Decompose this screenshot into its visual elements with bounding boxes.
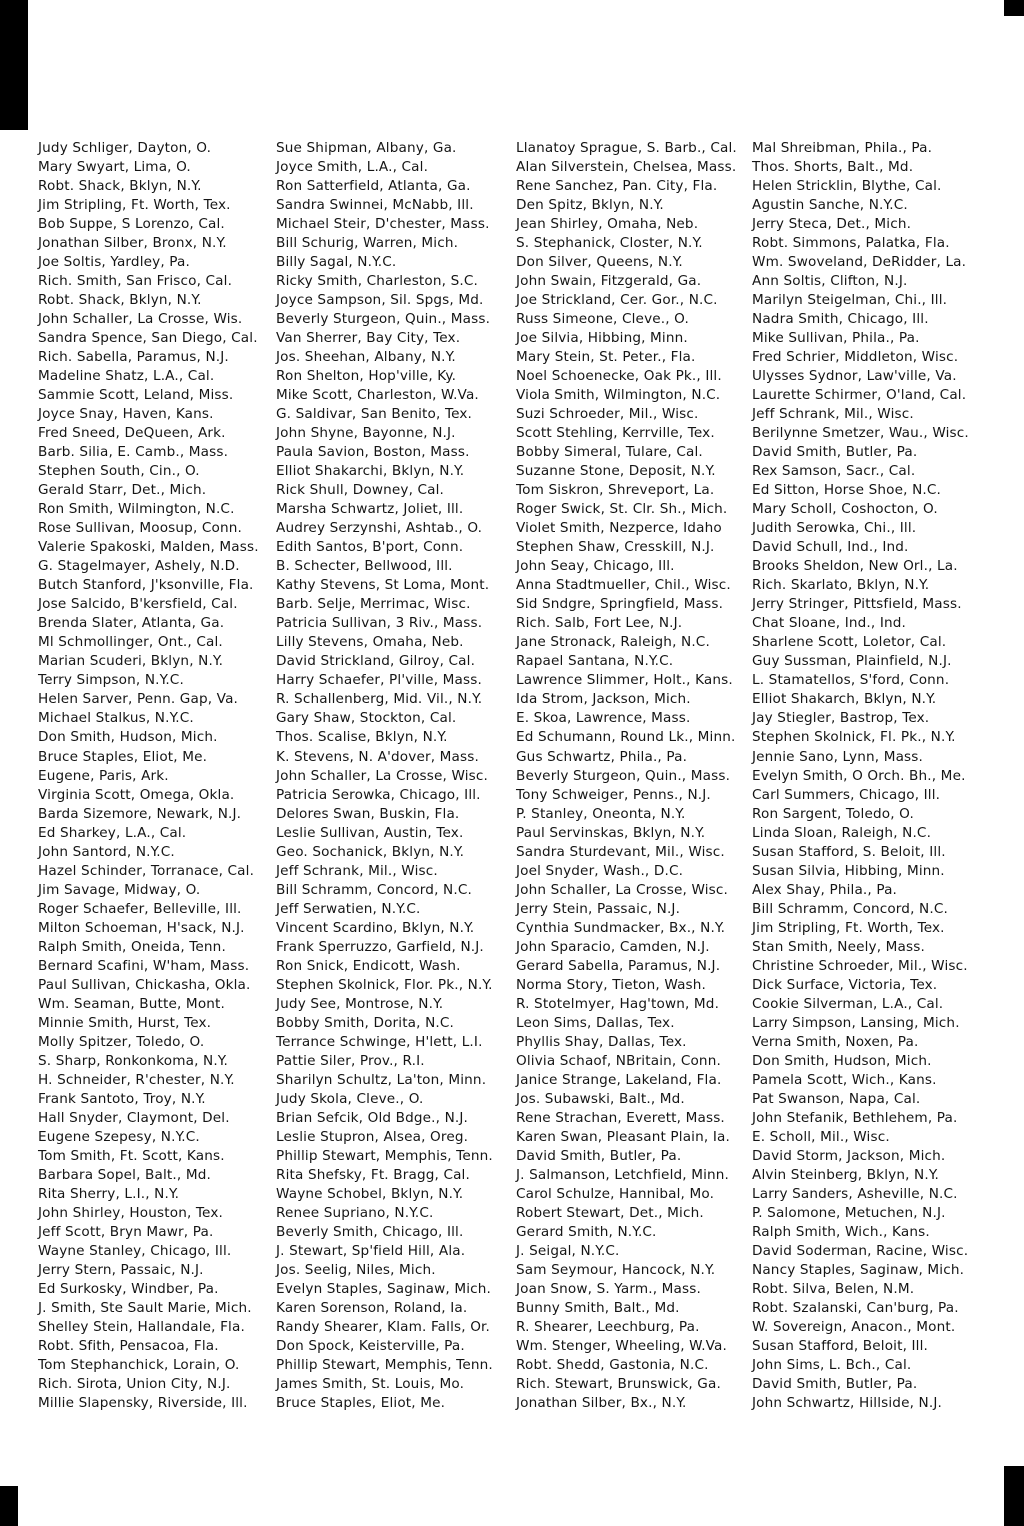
list-item: Anna Stadtmueller, Chil., Wisc. xyxy=(516,577,731,594)
list-item: H. Schneider, R'chester, N.Y. xyxy=(38,1071,235,1088)
list-item: Rita Sherry, L.I., N.Y. xyxy=(38,1185,180,1202)
list-item: John Shyne, Bayonne, N.J. xyxy=(276,425,456,442)
list-item: Kathy Stevens, St Loma, Mont. xyxy=(276,577,490,594)
list-item: Helen Sarver, Penn. Gap, Va. xyxy=(38,691,239,708)
list-item: Guy Sussman, Plainfield, N.J. xyxy=(752,653,952,670)
list-item: Robt. Shack, Bklyn, N.Y. xyxy=(38,178,202,195)
list-item: Rich. Stewart, Brunswick, Ga. xyxy=(516,1376,721,1393)
list-item: Frank Santoto, Troy, N.Y. xyxy=(38,1090,206,1107)
list-item: Phillip Stewart, Memphis, Tenn. xyxy=(276,1357,493,1373)
list-item: Don Smith, Hudson, Mich. xyxy=(38,729,218,746)
list-item: Randy Shearer, Klam. Falls, Or. xyxy=(276,1318,491,1335)
list-item: Christine Schroeder, Mil., Wisc. xyxy=(752,957,968,974)
list-item: Carol Schulze, Hannibal, Mo. xyxy=(516,1185,715,1202)
list-item: Karen Sorenson, Roland, Ia. xyxy=(276,1299,468,1316)
list-item: Ed Surkosky, Windber, Pa. xyxy=(38,1280,219,1297)
list-item: John Schaller, La Crosse, Wisc. xyxy=(516,881,729,898)
list-item: John Seay, Chicago, Ill. xyxy=(516,558,675,575)
list-item: Ron Shelton, Hop'ville, Ky. xyxy=(276,368,457,385)
list-item: Ed Schumann, Round Lk., Minn. xyxy=(516,729,736,746)
name-list-column xyxy=(752,139,969,1413)
list-item: Ann Soltis, Clifton, N.J. xyxy=(752,273,908,290)
list-item: Joyce Smith, L.A., Cal. xyxy=(276,159,429,176)
list-item: Mike Scott, Charleston, W.Va. xyxy=(276,387,479,404)
list-item: Leslie Sullivan, Austin, Tex. xyxy=(276,824,464,841)
list-item: Billy Sagal, N.Y.C. xyxy=(276,254,397,271)
list-item: Rich. Sabella, Paramus, N.J. xyxy=(38,349,229,366)
list-item: Joyce Sampson, Sil. Spgs, Md. xyxy=(276,292,484,309)
list-item: Robt. Szalanski, Can'burg, Pa. xyxy=(752,1299,959,1316)
list-item: Den Spitz, Bklyn, N.Y. xyxy=(516,197,664,214)
name-list-column xyxy=(38,139,259,1413)
list-item: Renee Supriano, N.Y.C. xyxy=(276,1204,434,1221)
list-item: Joe Soltis, Yardley, Pa. xyxy=(38,254,190,271)
list-item: Larry Sanders, Asheville, N.C. xyxy=(752,1185,958,1202)
list-item: Gerald Starr, Det., Mich. xyxy=(38,482,207,499)
list-item: Elliot Shakarch, Bklyn, N.Y. xyxy=(752,691,937,708)
list-item: Bobby Smith, Dorita, N.C. xyxy=(276,1014,455,1031)
list-item: Robt. Simmons, Palatka, Fla. xyxy=(752,235,950,252)
list-item: Elliot Shakarchi, Bklyn, N.Y. xyxy=(276,463,465,480)
list-item: Thos. Scalise, Bklyn, N.Y. xyxy=(276,729,448,746)
list-item: Eugene Szepesy, N.Y.C. xyxy=(38,1128,200,1145)
list-item: Bobby Simeral, Tulare, Cal. xyxy=(516,444,703,461)
list-item: Ron Sargent, Toledo, O. xyxy=(752,805,914,822)
list-item: Scott Stehling, Kerrville, Tex. xyxy=(516,425,715,442)
list-item: Patricia Serowka, Chicago, Ill. xyxy=(276,786,481,803)
list-item: Gerard Sabella, Paramus, N.J. xyxy=(516,957,721,974)
list-item: Vincent Scardino, Bklyn, N.Y. xyxy=(276,919,475,936)
list-item: Tom Siskron, Shreveport, La. xyxy=(516,482,715,499)
list-item: David Smith, Butler, Pa. xyxy=(752,444,918,461)
list-item: Eugene, Paris, Ark. xyxy=(38,767,169,784)
list-item: Bill Schramm, Concord, N.C. xyxy=(752,900,948,917)
list-item: Dick Surface, Victoria, Tex. xyxy=(752,976,938,993)
list-item: Minnie Smith, Hurst, Tex. xyxy=(38,1014,212,1031)
list-item: Alvin Steinberg, Bklyn, N.Y. xyxy=(752,1166,939,1183)
list-item: Jean Shirley, Omaha, Neb. xyxy=(516,216,699,233)
list-item: Barb. Silia, E. Camb., Mass. xyxy=(38,444,229,461)
list-item: Ralph Smith, Wich., Kans. xyxy=(752,1223,930,1240)
list-item: John Swain, Fitzgerald, Ga. xyxy=(516,273,702,290)
corner-shadow-bottom-left xyxy=(0,1486,18,1526)
list-item: Judith Serowka, Chi., Ill. xyxy=(752,520,917,537)
list-item: Barb. Selje, Merrimac, Wisc. xyxy=(276,596,471,613)
list-item: Madeline Shatz, L.A., Cal. xyxy=(38,368,215,385)
list-item: Jeff Serwatien, N.Y.C. xyxy=(276,900,421,917)
list-item: Mike Sullivan, Phila., Pa. xyxy=(752,330,920,347)
list-item: Hall Snyder, Claymont, Del. xyxy=(38,1109,230,1126)
list-item: Susan Silvia, Hibbing, Minn. xyxy=(752,862,945,879)
list-item: Jane Stronack, Raleigh, N.C. xyxy=(516,634,710,651)
list-item: Leslie Stupron, Alsea, Oreg. xyxy=(276,1128,469,1145)
list-item: Gus Schwartz, Phila., Pa. xyxy=(516,748,688,765)
list-item: S. Sharp, Ronkonkoma, N.Y. xyxy=(38,1052,228,1069)
list-item: Mary Swyart, Lima, O. xyxy=(38,159,191,176)
list-item: Michael Steir, D'chester, Mass. xyxy=(276,216,490,233)
list-item: Geo. Sochanick, Bklyn, N.Y. xyxy=(276,843,465,860)
list-item: Millie Slapensky, Riverside, Ill. xyxy=(38,1395,248,1412)
list-item: Jos. Sheehan, Albany, N.Y. xyxy=(276,349,456,366)
list-item: Helen Stricklin, Blythe, Cal. xyxy=(752,178,942,195)
list-item: Jerry Steca, Det., Mich. xyxy=(752,216,912,233)
list-item: Bill Schramm, Concord, N.C. xyxy=(276,881,472,898)
list-item: Valerie Spakoski, Malden, Mass. xyxy=(38,539,259,556)
list-item: Mary Scholl, Coshocton, O. xyxy=(752,501,938,518)
list-item: Ron Smith, Wilmington, N.C. xyxy=(38,501,235,518)
list-item: Terry Simpson, N.Y.C. xyxy=(38,672,184,689)
name-column-3 xyxy=(516,139,737,1413)
list-item: Joel Snyder, Wash., D.C. xyxy=(516,862,684,879)
list-item: Judy Skola, Cleve., O. xyxy=(276,1090,424,1107)
list-item: John Stefanik, Bethlehem, Pa. xyxy=(752,1109,958,1126)
list-item: Rita Shefsky, Ft. Bragg, Cal. xyxy=(276,1166,470,1183)
list-item: Molly Spitzer, Toledo, O. xyxy=(38,1033,205,1050)
list-item: Stephen South, Cin., O. xyxy=(38,463,200,480)
list-item: Gary Shaw, Stockton, Cal. xyxy=(276,710,457,727)
list-item: Leon Sims, Dallas, Tex. xyxy=(516,1014,675,1031)
list-item: Delores Swan, Buskin, Fla. xyxy=(276,805,460,822)
list-item: Butch Stanford, J'ksonville, Fla. xyxy=(38,577,254,594)
list-item: John Sims, L. Bch., Cal. xyxy=(752,1357,912,1373)
list-item: Don Silver, Queens, N.Y. xyxy=(516,254,683,271)
list-item: John Sparacio, Camden, N.J. xyxy=(516,938,710,955)
list-item: Rapael Santana, N.Y.C. xyxy=(516,653,674,670)
list-item: Cynthia Sundmacker, Bx., N.Y. xyxy=(516,919,726,936)
list-item: Robt. Sfith, Pensacoa, Fla. xyxy=(38,1337,219,1354)
list-item: J. Smith, Ste Sault Marie, Mich. xyxy=(38,1299,252,1316)
list-item: Jerry Stringer, Pittsfield, Mass. xyxy=(752,596,962,613)
list-item: John Santord, N.Y.C. xyxy=(38,843,175,860)
list-item: E. Scholl, Mil., Wisc. xyxy=(752,1128,890,1145)
list-item: Jonathan Silber, Bronx, N.Y. xyxy=(38,235,227,252)
list-item: Violet Smith, Nezperce, Idaho xyxy=(516,520,722,537)
list-item: Shelley Stein, Hallandale, Fla. xyxy=(38,1318,245,1335)
list-item: Rick Shull, Downey, Cal. xyxy=(276,482,445,499)
list-item: Paula Savion, Boston, Mass. xyxy=(276,444,470,461)
list-item: Fred Schrier, Middleton, Wisc. xyxy=(752,349,959,366)
list-item: Robt. Shack, Bklyn, N.Y. xyxy=(38,292,202,309)
list-item: Joe Strickland, Cer. Gor., N.C. xyxy=(516,292,718,309)
list-item: Jos. Subawski, Balt., Md. xyxy=(516,1090,685,1107)
list-item: Wayne Schobel, Bklyn, N.Y. xyxy=(276,1185,464,1202)
list-item: Sandra Spence, San Diego, Cal. xyxy=(38,330,258,347)
list-item: Beverly Sturgeon, Quin., Mass. xyxy=(276,311,491,328)
list-item: Roger Swick, St. Clr. Sh., Mich. xyxy=(516,501,728,518)
list-item: Paul Sullivan, Chickasha, Okla. xyxy=(38,976,251,993)
list-item: David Soderman, Racine, Wisc. xyxy=(752,1242,969,1259)
list-item: Pattie Siler, Prov., R.I. xyxy=(276,1052,425,1069)
list-item: Stan Smith, Neely, Mass. xyxy=(752,938,925,955)
list-item: Stephen Shaw, Cresskill, N.J. xyxy=(516,539,715,556)
list-item: P. Salomone, Metuchen, N.J. xyxy=(752,1204,946,1221)
list-item: Lilly Stevens, Omaha, Neb. xyxy=(276,634,464,651)
list-item: Ron Snick, Endicott, Wash. xyxy=(276,957,461,974)
list-item: Sandra Swinnei, McNabb, Ill. xyxy=(276,197,474,214)
list-item: Suzi Schroeder, Mil., Wisc. xyxy=(516,406,699,423)
name-list-column xyxy=(276,139,493,1413)
name-column-4 xyxy=(752,139,969,1413)
list-item: Stephen Skolnick, Fl. Pk., N.Y. xyxy=(752,729,956,746)
list-item: Joyce Snay, Haven, Kans. xyxy=(38,406,214,423)
list-item: Jerry Stern, Passaic, N.J. xyxy=(38,1261,204,1278)
list-item: Wm. Seaman, Butte, Mont. xyxy=(38,995,225,1012)
list-item: Don Spock, Keisterville, Pa. xyxy=(276,1337,465,1354)
list-item: Bob Suppe, S Lorenzo, Cal. xyxy=(38,216,225,233)
list-item: Sammie Scott, Leland, Miss. xyxy=(38,387,234,404)
list-item: Jose Salcido, B'kersfield, Cal. xyxy=(38,596,238,613)
list-item: Brian Sefcik, Old Bdge., N.J. xyxy=(276,1109,469,1126)
list-item: Alex Shay, Phila., Pa. xyxy=(752,881,898,898)
corner-shadow-top-right xyxy=(1004,0,1024,16)
list-item: Norma Story, Tieton, Wash. xyxy=(516,976,707,993)
list-item: Barbara Sopel, Balt., Md. xyxy=(38,1166,211,1183)
list-item: Rich. Smith, San Frisco, Cal. xyxy=(38,273,233,290)
list-item: Harry Schaefer, Pl'ville, Mass. xyxy=(276,672,482,689)
list-item: Mal Shreibman, Phila., Pa. xyxy=(752,140,933,156)
list-item: Sharlene Scott, Loletor, Cal. xyxy=(752,634,947,651)
list-item: Sandra Sturdevant, Mil., Wisc. xyxy=(516,843,725,860)
list-item: Sam Seymour, Hancock, N.Y. xyxy=(516,1261,716,1278)
list-item: John Schaller, La Crosse, Wisc. xyxy=(276,767,489,784)
list-item: Phillip Stewart, Memphis, Tenn. xyxy=(276,1147,493,1164)
list-item: Fred Sneed, DeQueen, Ark. xyxy=(38,425,226,442)
list-item: Tom Smith, Ft. Scott, Kans. xyxy=(38,1147,225,1164)
list-item: Lawrence Slimmer, Holt., Kans. xyxy=(516,672,733,689)
list-item: P. Stanley, Oneonta, N.Y. xyxy=(516,805,686,822)
list-item: Jonathan Silber, Bx., N.Y. xyxy=(516,1395,687,1412)
list-item: Robert Stewart, Det., Mich. xyxy=(516,1204,704,1221)
list-item: R. Shearer, Leechburg, Pa. xyxy=(516,1318,700,1335)
list-item: Laurette Schirmer, O'land, Cal. xyxy=(752,387,967,404)
list-item: Thos. Shorts, Balt., Md. xyxy=(752,159,914,176)
list-item: Marilyn Steigelman, Chi., Ill. xyxy=(752,292,948,309)
list-item: Pamela Scott, Wich., Kans. xyxy=(752,1071,937,1088)
list-item: Bernard Scafini, W'ham, Mass. xyxy=(38,957,250,974)
list-item: Joan Snow, S. Yarm., Mass. xyxy=(516,1280,701,1297)
list-item: Bruce Staples, Eliot, Me. xyxy=(276,1395,446,1412)
list-item: Brooks Sheldon, New Orl., La. xyxy=(752,558,958,575)
list-item: J. Stewart, Sp'field Hill, Ala. xyxy=(276,1242,466,1259)
list-item: Sid Sndgre, Springfield, Mass. xyxy=(516,596,724,613)
list-item: Jennie Sano, Lynn, Mass. xyxy=(752,748,923,765)
list-item: K. Stevens, N. A'dover, Mass. xyxy=(276,748,479,765)
list-item: Nancy Staples, Saginaw, Mich. xyxy=(752,1261,965,1278)
list-item: S. Stephanick, Closter, N.Y. xyxy=(516,235,703,252)
list-item: Frank Sperruzzo, Garfield, N.J. xyxy=(276,938,484,955)
list-item: Rich. Skarlato, Bklyn, N.Y. xyxy=(752,577,930,594)
list-item: Rich. Sirota, Union City, N.J. xyxy=(38,1376,231,1393)
list-item: David Smith, Butler, Pa. xyxy=(516,1147,682,1164)
list-item: Jerry Stein, Passaic, N.J. xyxy=(516,900,681,917)
list-item: Don Smith, Hudson, Mich. xyxy=(752,1052,932,1069)
list-item: Tom Stephanchick, Lorain, O. xyxy=(38,1357,240,1373)
list-item: W. Sovereign, Anacon., Mont. xyxy=(752,1318,956,1335)
list-item: Jos. Seelig, Niles, Mich. xyxy=(276,1261,436,1278)
list-item: Noel Schoenecke, Oak Pk., Ill. xyxy=(516,368,722,385)
list-item: Rene Strachan, Everett, Mass. xyxy=(516,1109,725,1126)
list-item: Paul Servinskas, Bklyn, N.Y. xyxy=(516,824,706,841)
list-item: Wm. Swoveland, DeRidder, La. xyxy=(752,254,967,271)
list-item: Jim Savage, Midway, O. xyxy=(38,881,201,898)
list-item: Barda Sizemore, Newark, N.J. xyxy=(38,805,242,822)
list-item: Gerard Smith, N.Y.C. xyxy=(516,1223,657,1240)
list-item: Evelyn Smith, O Orch. Bh., Me. xyxy=(752,767,966,784)
list-item: Janice Strange, Lakeland, Fla. xyxy=(516,1071,722,1088)
list-item: Mary Stein, St. Peter., Fla. xyxy=(516,349,696,366)
list-item: G. Saldivar, San Benito, Tex. xyxy=(276,406,473,423)
list-item: David Storm, Jackson, Mich. xyxy=(752,1147,946,1164)
list-item: B. Schecter, Bellwood, Ill. xyxy=(276,558,453,575)
list-item: David Smith, Butler, Pa. xyxy=(752,1376,918,1393)
list-item: Linda Sloan, Raleigh, N.C. xyxy=(752,824,932,841)
list-item: Sharilyn Schultz, La'ton, Minn. xyxy=(276,1071,487,1088)
name-list xyxy=(38,139,998,1449)
list-item: Roger Schaefer, Belleville, Ill. xyxy=(38,900,242,917)
list-item: John Shirley, Houston, Tex. xyxy=(38,1204,223,1221)
list-item: Wm. Stenger, Wheeling, W.Va. xyxy=(516,1337,728,1354)
corner-shadow-top-left xyxy=(0,0,28,130)
list-item: Marsha Schwartz, Joliet, Ill. xyxy=(276,501,464,518)
list-item: Van Sherrer, Bay City, Tex. xyxy=(276,330,461,347)
list-item: Suzanne Stone, Deposit, N.Y. xyxy=(516,463,716,480)
list-item: Milton Schoeman, H'sack, N.J. xyxy=(38,919,245,936)
list-item: Joe Silvia, Hibbing, Minn. xyxy=(516,330,688,347)
name-column-1 xyxy=(38,139,259,1413)
list-item: Llanatoy Sprague, S. Barb., Cal. xyxy=(516,140,737,156)
list-item: Bruce Staples, Eliot, Me. xyxy=(38,748,208,765)
corner-shadow-bottom-right xyxy=(1004,1466,1024,1526)
list-item: Ron Satterfield, Atlanta, Ga. xyxy=(276,178,471,195)
list-item: Jeff Schrank, Mil., Wisc. xyxy=(752,406,914,423)
name-list-column xyxy=(516,139,737,1413)
list-item: James Smith, St. Louis, Mo. xyxy=(276,1376,465,1393)
list-item: Jay Stiegler, Bastrop, Tex. xyxy=(752,710,930,727)
list-item: Jeff Schrank, Mil., Wisc. xyxy=(276,862,438,879)
list-item: Judy See, Montrose, N.Y. xyxy=(276,995,444,1012)
list-item: G. Stagelmayer, Ashely, N.D. xyxy=(38,558,240,575)
list-item: Cookie Silverman, L.A., Cal. xyxy=(752,995,944,1012)
list-item: Karen Swan, Pleasant Plain, Ia. xyxy=(516,1128,730,1145)
list-item: Audrey Serzynshi, Ashtab., O. xyxy=(276,520,483,537)
list-item: Patricia Sullivan, 3 Riv., Mass. xyxy=(276,615,483,632)
list-item: Jim Stripling, Ft. Worth, Tex. xyxy=(752,919,945,936)
list-item: Rene Sanchez, Pan. City, Fla. xyxy=(516,178,718,195)
list-item: David Schull, Ind., Ind. xyxy=(752,539,909,556)
list-item: Michael Stalkus, N.Y.C. xyxy=(38,710,194,727)
list-item: Bill Schurig, Warren, Mich. xyxy=(276,235,459,252)
list-item: Virginia Scott, Omega, Okla. xyxy=(38,786,235,803)
list-item: E. Skoa, Lawrence, Mass. xyxy=(516,710,691,727)
list-item: John Schwartz, Hillside, N.J. xyxy=(752,1395,942,1412)
list-item: Phyllis Shay, Dallas, Tex. xyxy=(516,1033,687,1050)
list-item: Viola Smith, Wilmington, N.C. xyxy=(516,387,721,404)
list-item: Russ Simeone, Cleve., O. xyxy=(516,311,689,328)
list-item: Susan Stafford, Beloit, Ill. xyxy=(752,1337,929,1354)
list-item: Judy Schliger, Dayton, O. xyxy=(38,140,212,156)
list-item: Robt. Silva, Belen, N.M. xyxy=(752,1280,915,1297)
list-item: R. Stotelmyer, Hag'town, Md. xyxy=(516,995,720,1012)
list-item: R. Schallenberg, Mid. Vil., N.Y. xyxy=(276,691,483,708)
list-item: Tony Schweiger, Penns., N.J. xyxy=(516,786,711,803)
list-item: Ed Sharkey, L.A., Cal. xyxy=(38,824,187,841)
list-item: Wayne Stanley, Chicago, Ill. xyxy=(38,1242,232,1259)
list-item: John Schaller, La Crosse, Wis. xyxy=(38,311,243,328)
list-item: Carl Summers, Chicago, Ill. xyxy=(752,786,941,803)
list-item: Alan Silverstein, Chelsea, Mass. xyxy=(516,159,737,176)
list-item: Marian Scuderi, Bklyn, N.Y. xyxy=(38,653,224,670)
list-item: Evelyn Staples, Saginaw, Mich. xyxy=(276,1280,492,1297)
list-item: Stephen Skolnick, Flor. Pk., N.Y. xyxy=(276,976,493,993)
list-item: Edith Santos, B'port, Conn. xyxy=(276,539,464,556)
list-item: J. Salmanson, Letchfield, Minn. xyxy=(516,1166,730,1183)
list-item: Jim Stripling, Ft. Worth, Tex. xyxy=(38,197,231,214)
list-item: Ml Schmollinger, Ont., Cal. xyxy=(38,634,223,651)
list-item: J. Seigal, N.Y.C. xyxy=(516,1242,620,1259)
list-item: Hazel Schinder, Torranace, Cal. xyxy=(38,862,255,879)
list-item: Rich. Salb, Fort Lee, N.J. xyxy=(516,615,683,632)
list-item: Larry Simpson, Lansing, Mich. xyxy=(752,1014,960,1031)
list-item: Ulysses Sydnor, Law'ville, Va. xyxy=(752,368,957,385)
list-item: Beverly Smith, Chicago, Ill. xyxy=(276,1223,464,1240)
list-item: Nadra Smith, Chicago, Ill. xyxy=(752,311,929,328)
list-item: Ricky Smith, Charleston, S.C. xyxy=(276,273,478,290)
list-item: Susan Stafford, S. Beloit, Ill. xyxy=(752,843,946,860)
list-item: Ed Sitton, Horse Shoe, N.C. xyxy=(752,482,941,499)
list-item: Robt. Shedd, Gastonia, N.C. xyxy=(516,1357,709,1373)
list-item: Ida Strom, Jackson, Mich. xyxy=(516,691,691,708)
list-item: Jeff Scott, Bryn Mawr, Pa. xyxy=(38,1223,214,1240)
list-item: Ralph Smith, Oneida, Tenn. xyxy=(38,938,226,955)
list-item: Brenda Slater, Atlanta, Ga. xyxy=(38,615,225,632)
list-item: Beverly Sturgeon, Quin., Mass. xyxy=(516,767,731,784)
list-item: Chat Sloane, Ind., Ind. xyxy=(752,615,907,632)
list-item: Terrance Schwinge, H'lett, L.I. xyxy=(276,1033,483,1050)
name-column-2 xyxy=(276,139,493,1413)
list-item: David Strickland, Gilroy, Cal. xyxy=(276,653,476,670)
list-item: Sue Shipman, Albany, Ga. xyxy=(276,140,457,156)
list-item: Olivia Schaof, NBritain, Conn. xyxy=(516,1052,721,1069)
list-item: Berilynne Smetzer, Wau., Wisc. xyxy=(752,425,969,442)
list-item: Agustin Sanche, N.Y.C. xyxy=(752,197,908,214)
list-item: Pat Swanson, Napa, Cal. xyxy=(752,1090,921,1107)
list-item: Rose Sullivan, Moosup, Conn. xyxy=(38,520,243,537)
list-item: Rex Samson, Sacr., Cal. xyxy=(752,463,916,480)
list-item: L. Stamatellos, S'ford, Conn. xyxy=(752,672,950,689)
list-item: Bunny Smith, Balt., Md. xyxy=(516,1299,680,1316)
list-item: Verna Smith, Noxen, Pa. xyxy=(752,1033,919,1050)
